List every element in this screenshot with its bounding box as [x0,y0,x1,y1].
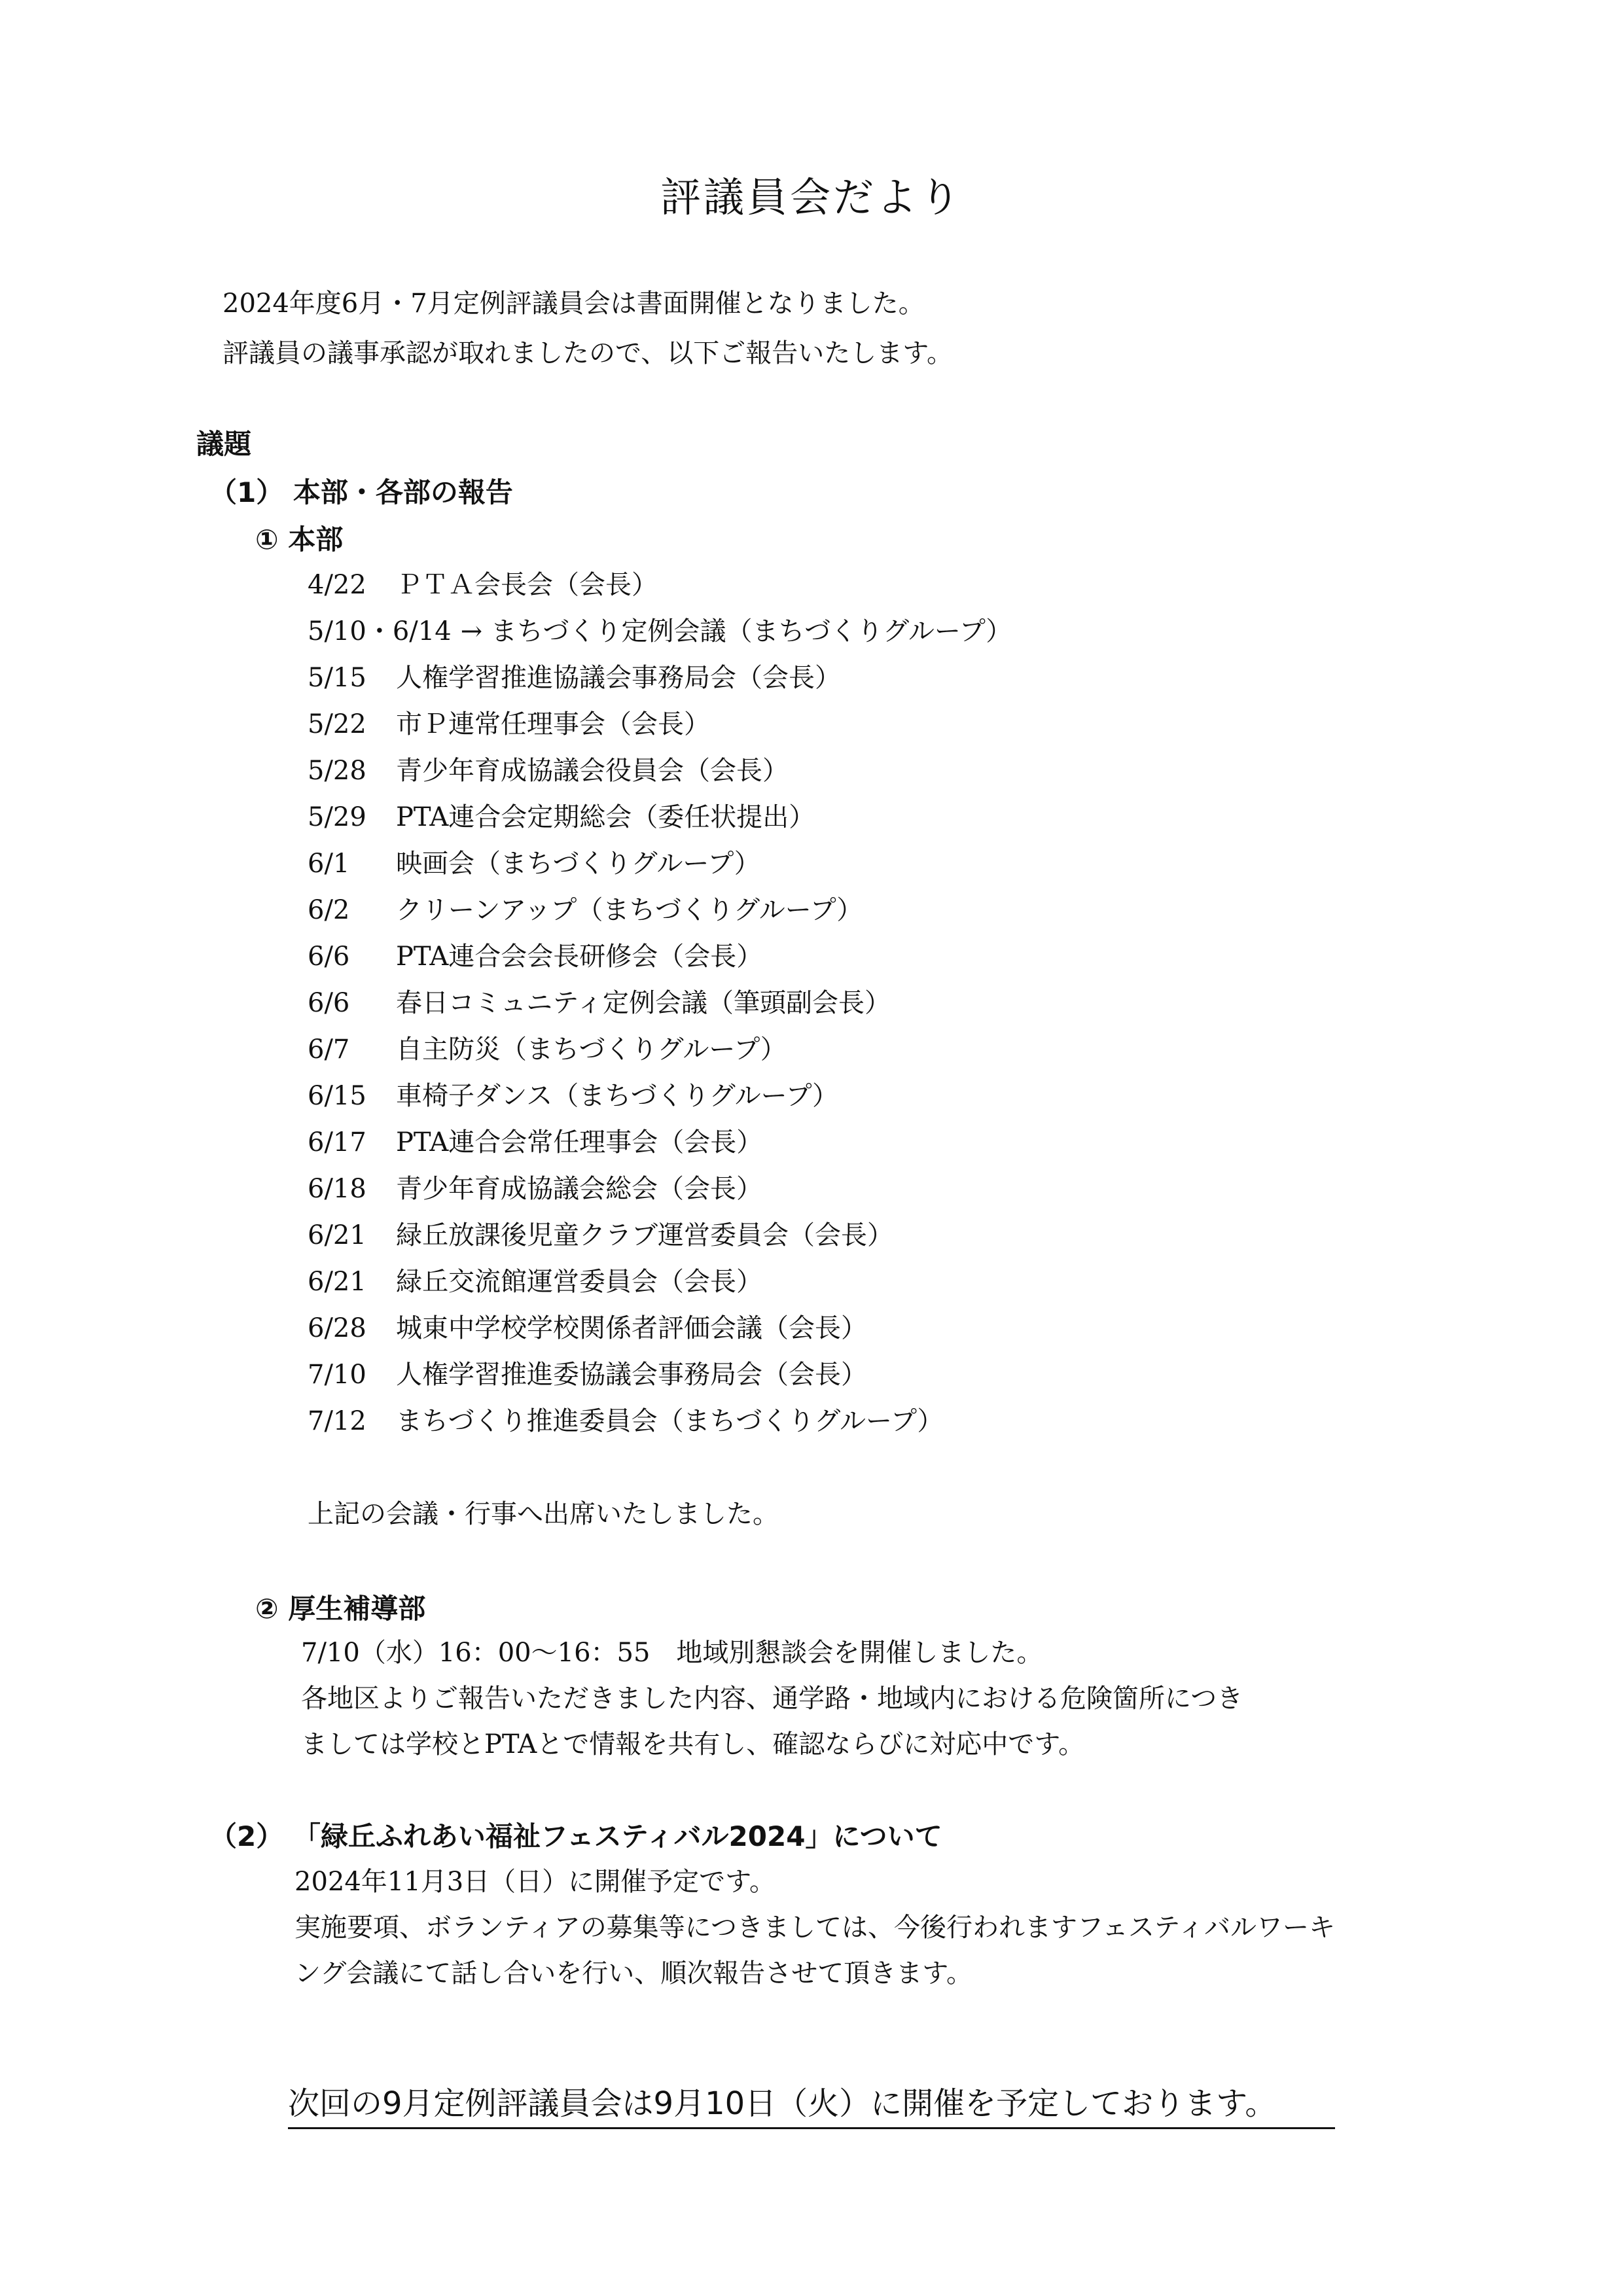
item-date: 5/29 [308,802,366,832]
list-item [308,703,710,749]
item-date: 6/6 [308,942,350,972]
item-text: 車椅子ダンス（まちづくりグループ） [396,1081,838,1111]
sub2-number: ② [255,1593,279,1625]
item-text: クリーンアップ（まちづくりグループ） [396,895,863,925]
section2-number: （2） [209,1820,284,1852]
item-date: 7/12 [308,1406,366,1436]
item-text: PTA連合会定期総会（委任状提出） [396,802,815,832]
list-item [308,1122,762,1167]
sub2-line-1: 7/10（水）16：00〜16：55 地域別懇談会を開催しました。 [301,1638,1043,1668]
item-text: 映画会（まちづくりグループ） [396,849,760,879]
list-item [308,1354,867,1400]
item-text: 春日コミュニティ定例会議（筆頭副会長） [396,988,891,1018]
item-date: 5/22 [308,709,366,739]
item-text: 緑丘放課後児童クラブ運営委員会（会長） [396,1220,893,1250]
list-item [308,1214,893,1260]
item-date: 4/22 [308,570,366,600]
item-text: 人権学習推進委協議会事務局会（会長） [396,1360,867,1390]
section1-number: （1） [209,476,284,508]
section1-title: 本部・各部の報告 [293,476,513,508]
item-date: 6/6 [308,988,350,1018]
item-date: 7/10 [308,1360,366,1390]
section2-line-2: 実施要項、ボランティアの募集等につきましては、今後行われますフェスティバルワーキ [294,1913,1335,1943]
section2-line-3: ング会議にて話し合いを行い、順次報告させて頂きます。 [294,1958,972,1988]
item-date: 6/2 [308,895,350,925]
list-item [308,1075,838,1121]
section2-title: 「緑丘ふれあい福祉フェスティバル2024」について [293,1820,942,1852]
item-text: → まちづくり定例会議（まちづくりグループ） [460,616,1012,646]
list-item [308,610,1012,656]
section1-heading [209,471,513,510]
item-date: 5/15 [308,663,366,693]
sub1-heading [255,518,343,557]
item-text: 城東中学校学校関係者評価会議（会長） [396,1313,867,1343]
list-item [308,750,789,796]
sub2-heading [255,1587,425,1627]
intro-line-2: 評議員の議事承認が取れましたので、以下ご報告いたします。 [223,338,953,368]
list-item [308,1307,867,1353]
next-meeting-notice: 次回の9月定例評議員会は9月10日（火）に開催を予定しております。 [288,2078,1335,2129]
list-item [308,1168,762,1214]
section2-heading [209,1815,942,1854]
sub2-title: 厚生補導部 [288,1593,426,1625]
list-item [308,1400,943,1446]
item-date: 6/21 [308,1267,366,1297]
list-item [308,657,841,703]
sub1-title: 本部 [288,523,344,556]
item-text: PTA連合会常任理事会（会長） [396,1127,763,1157]
item-date: 6/28 [308,1313,366,1343]
item-date: 6/15 [308,1081,366,1111]
item-text: まちづくり推進委員会（まちづくりグループ） [396,1406,944,1436]
intro-line-1: 2024年度6月・7月定例評議員会は書面開催となりました。 [223,289,925,319]
attendance-note: 上記の会議・行事へ出席いたしました。 [308,1499,779,1529]
item-text: PTA連合会会長研修会（会長） [396,942,763,972]
item-date: 6/18 [308,1174,366,1204]
item-text: 市Ｐ連常任理事会（会長） [396,709,710,739]
item-date: 5/10・6/14 [308,616,452,646]
item-date: 6/21 [308,1220,366,1250]
list-item [308,564,658,610]
sub2-line-2: 各地区よりご報告いただきました内容、通学路・地域内における危険箇所につき [301,1684,1243,1714]
page-title: 評議員会だより [660,173,963,221]
section2-line-1: 2024年11月3日（日）に開催予定です。 [294,1867,776,1897]
list-item [308,796,815,842]
item-date: 6/7 [308,1034,350,1065]
item-date: 6/17 [308,1127,366,1157]
item-text: 人権学習推進協議会事務局会（会長） [396,663,841,693]
sub2-line-3: ましては学校とPTAとで情報を共有し、確認ならびに対応中です。 [301,1729,1085,1759]
list-item [308,936,762,981]
item-date: 6/1 [308,849,350,879]
list-item [308,982,891,1028]
item-text: 緑丘交流館運営委員会（会長） [396,1267,762,1297]
list-item [308,1261,762,1307]
item-text: 青少年育成協議会総会（会長） [396,1174,762,1204]
item-date: 5/28 [308,756,366,786]
list-item [308,843,760,889]
agenda-label: 議題 [196,428,252,460]
item-text: 自主防災（まちづくりグループ） [396,1034,787,1065]
list-item [308,889,863,935]
item-text: ＰＴＡ会長会（会長） [396,570,658,600]
item-text: 青少年育成協議会役員会（会長） [396,756,789,786]
list-item [308,1029,787,1074]
sub1-number: ① [255,523,279,556]
